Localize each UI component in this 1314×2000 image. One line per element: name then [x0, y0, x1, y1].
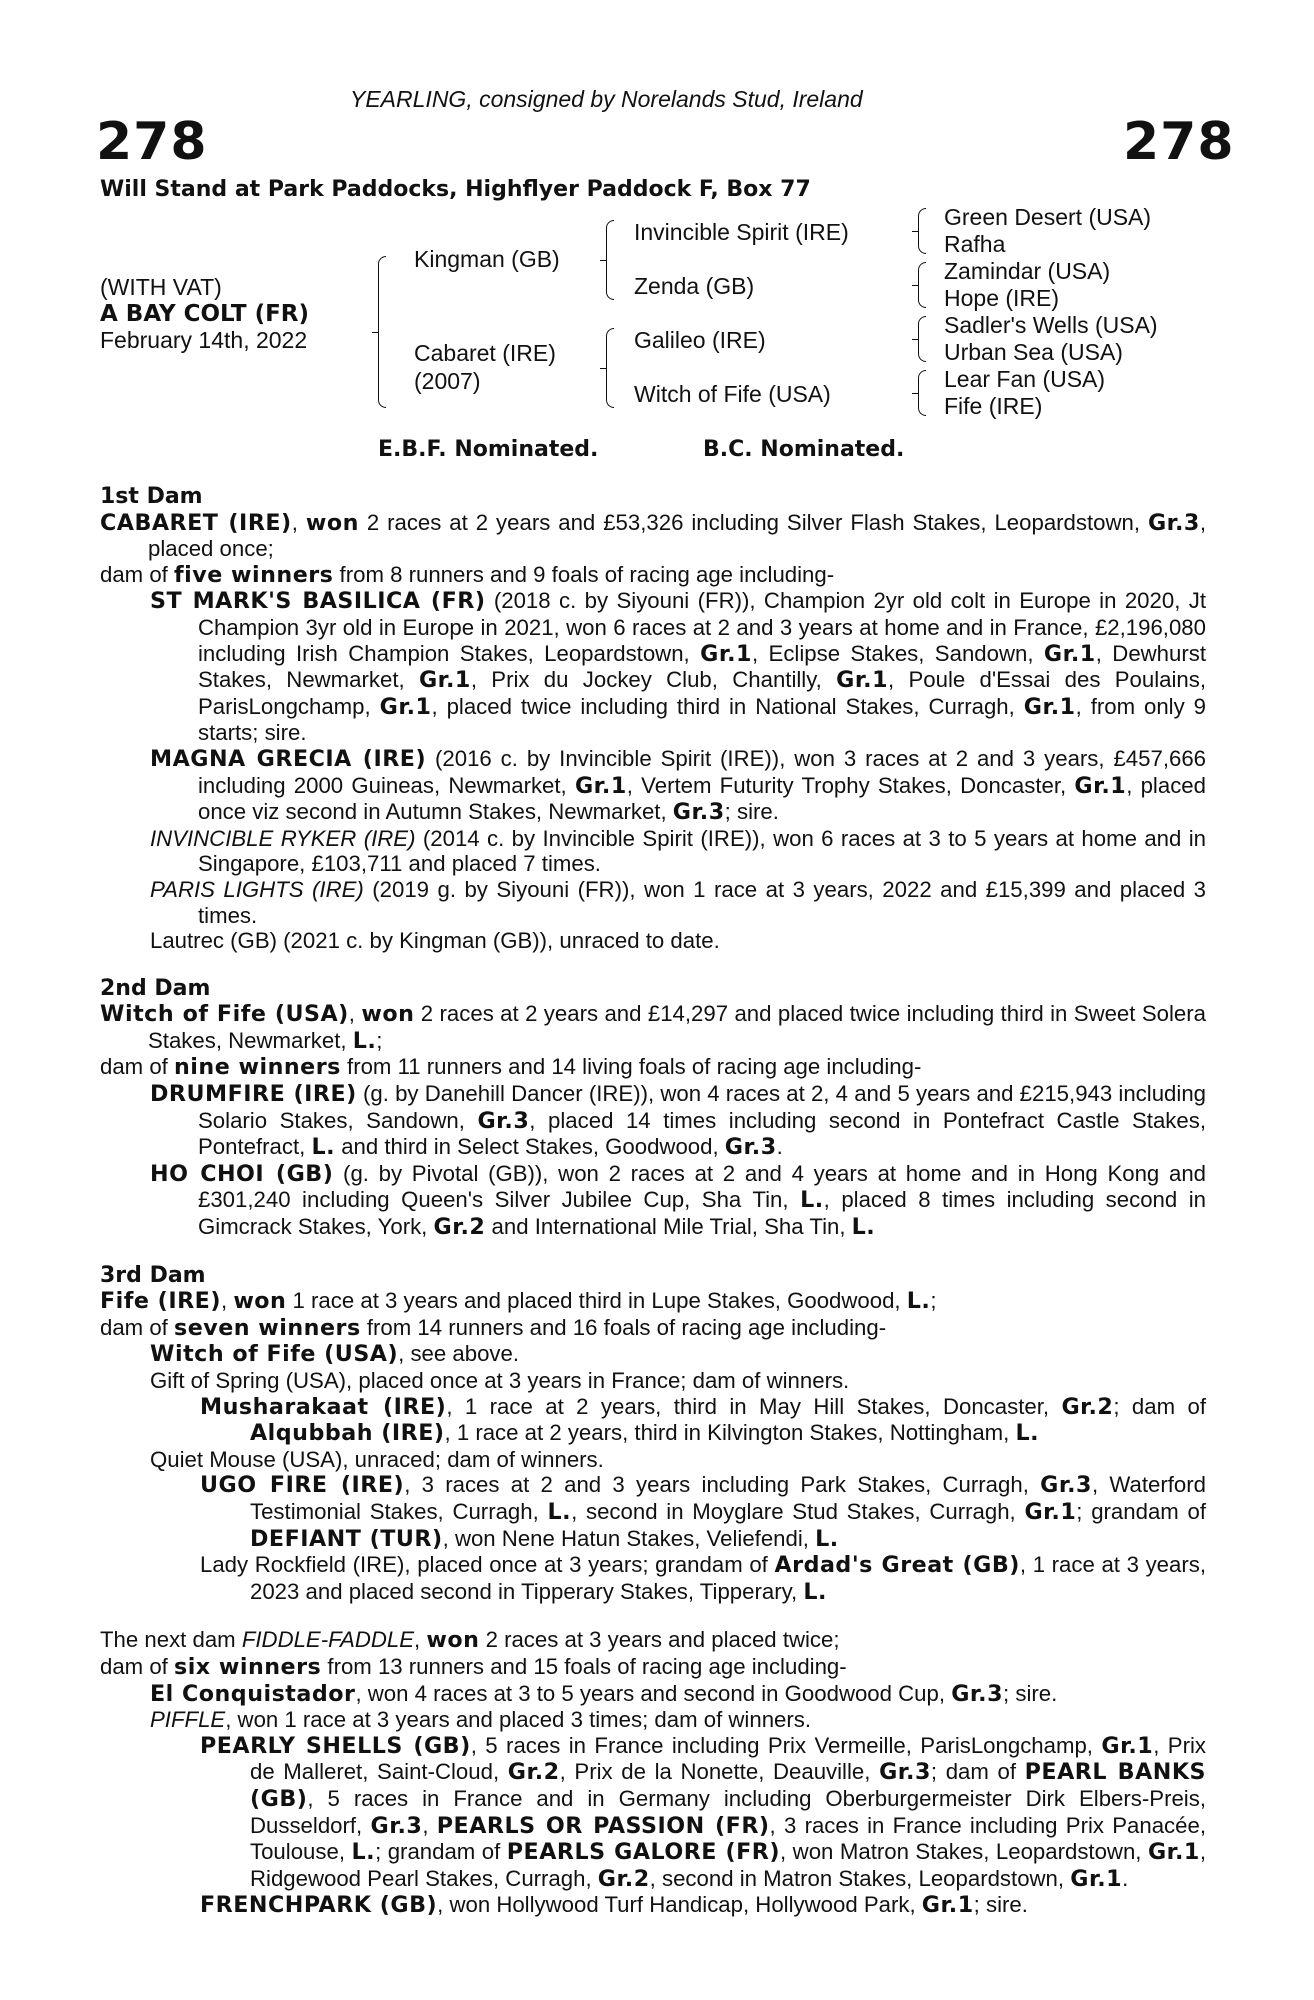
brace-g2 [912, 262, 922, 308]
dam: Cabaret (IRE) [414, 340, 556, 366]
produce-lady-rockfield: Lady Rockfield (IRE), placed once at 3 years; grandam of Ardad's Great (GB), 1 race at 3 years, 2023 and placed second in Tipperary Stakes, Tipperary, L. [200, 1552, 1206, 1605]
ebf-nomination: E.B.F. Nominated. [378, 437, 599, 462]
produce-witch-of-fife: Witch of Fife (USA), see above. [150, 1341, 520, 1368]
produce-paris-lights: PARIS LIGHTS (IRE) (2019 g. by Siyouni (FR)), won 1 race at 3 years, 2022 and £15,399 and placed 3 times. [150, 876, 1206, 928]
produce-el-conquistador: El Conquistador, won 4 races at 3 to 5 years and second in Goodwood Cup, Gr.3; sire. [150, 1680, 1058, 1707]
produce-pearly-shells: PEARLY SHELLS (GB), 5 races in France including Prix Vermeille, ParisLongchamp, Gr.1, Prix de Malleret, Saint-Cloud, Gr.2, Prix de la Nonette, Deauville, Gr.3; dam of PEARL BANKS (GB), 5 races in France and in Germany including Oberburgermeister Dirk Elbers-Preis, Dusseldorf, Gr.3, PEARLS OR PASSION (FR), 3 races in France including Prix Panacée, Toulouse, L.; grandam of PEARLS GALORE (FR), won Matron Stakes, Leopardstown, Gr.1, Ridgewood Pearl Stakes, Curragh, Gr.2, second in Matron Stakes, Leopardstown, Gr.1. [200, 1732, 1207, 1892]
dam-dam: Witch of Fife (USA) [634, 381, 831, 407]
dam-year: (2007) [414, 368, 481, 394]
brace-sire-dam [372, 256, 382, 408]
first-dam-record: CABARET (IRE), won 2 races at 2 years and £53,326 including Silver Flash Stakes, Leopardstown, Gr.3, placed once; [100, 509, 1206, 562]
second-dam-produce: dam of nine winners from 11 runners and 14 living foals of racing age including- [100, 1054, 922, 1081]
horse-name: A BAY COLT (FR) [100, 301, 310, 327]
second-dam-heading: 2nd Dam [100, 975, 211, 1001]
third-dam-produce: dam of seven winners from 14 runners and 16 foals of racing age including- [100, 1314, 887, 1341]
granddam-4: Fife (IRE) [944, 393, 1043, 419]
grandsire-3: Sadler's Wells (USA) [944, 312, 1158, 338]
brace-g4 [912, 370, 922, 416]
produce-piffle: PIFFLE, won 1 race at 3 years and placed 3 times; dam of winners. [150, 1707, 812, 1733]
produce-quiet-mouse: Quiet Mouse (USA), unraced; dam of winners. [150, 1446, 604, 1472]
sire-dam: Zenda (GB) [634, 273, 755, 299]
location-line: Will Stand at Park Paddocks, Highflyer Paddock F, Box 77 [100, 177, 811, 202]
next-dam-produce: dam of six winners from 13 runners and 15 foals of racing age including- [100, 1653, 847, 1680]
granddam-1: Rafha [944, 231, 1006, 257]
produce-st-marks-basilica: ST MARK'S BASILICA (FR) (2018 c. by Siyouni (FR)), Champion 2yr old colt in Europe in 2020, Jt Champion 3yr old in Europe in 2021, won 6 races at 2 and 3 years at home and in France, £2,196,080 including Irish Champion Stakes, Leopardstown, Gr.1, Eclipse Stakes, Sandown, Gr.1, Dewhurst Stakes, Newmarket, Gr.1, Prix du Jockey Club, Chantilly, Gr.1, Poule d'Essai des Poulains, ParisLongchamp, Gr.1, placed twice including third in National Stakes, Curragh, Gr.1, from only 9 starts; sire. [150, 588, 1207, 746]
dam-sire: Galileo (IRE) [634, 327, 766, 353]
produce-musharakaat: Musharakaat (IRE), 1 race at 2 years, third in May Hill Stakes, Doncaster, Gr.2; dam of Alqubbah (IRE), 1 race at 2 years, third in Kilvington Stakes, Nottingham, L. [200, 1393, 1206, 1447]
foaling-date: February 14th, 2022 [100, 327, 308, 353]
bc-nomination: B.C. Nominated. [703, 437, 905, 462]
third-dam-record: Fife (IRE), won 1 race at 3 years and placed third in Lupe Stakes, Goodwood, L.; [100, 1288, 937, 1315]
granddam-3: Urban Sea (USA) [944, 339, 1123, 365]
produce-ugo-fire: UGO FIRE (IRE), 3 races at 2 and 3 years including Park Stakes, Curragh, Gr.3, Waterford Testimonial Stakes, Curragh, L., second in Moyglare Stud Stakes, Curragh, Gr.1; grandam of DEFIANT (TUR), won Nene Hatun Stakes, Veliefendi, L. [200, 1472, 1207, 1552]
first-dam-heading: 1st Dam [100, 484, 203, 509]
sire: Kingman (GB) [414, 246, 560, 272]
brace-dam-parents [600, 328, 610, 408]
brace-g3 [912, 316, 922, 362]
grandsire-2: Zamindar (USA) [944, 258, 1111, 284]
third-dam-heading: 3rd Dam [100, 1262, 206, 1288]
produce-ho-choi: HO CHOI (GB) (g. by Pivotal (GB)), won 2 races at 2 and 4 years at home and in Hong Kong and £301,240 including Queen's Silver Jubilee Cup, Sha Tin, L., placed 8 times including second in Gimcrack Stakes, York, Gr.2 and International Mile Trial, Sha Tin, L. [150, 1160, 1206, 1241]
lot-number-left: 278 [96, 112, 208, 172]
produce-invincible-ryker: INVINCIBLE RYKER (IRE) (2014 c. by Invincible Spirit (IRE)), won 6 races at 3 to 5 years at home and in Singapore, £103,711 and placed 7 times. [150, 825, 1206, 877]
next-dam-record: The next dam FIDDLE-FADDLE, won 2 races at 3 years and placed twice; [100, 1627, 840, 1654]
produce-drumfire: DRUMFIRE (IRE) (g. by Danehill Dancer (IRE)), won 4 races at 2, 4 and 5 years and £215,943 including Solario Stakes, Sandown, Gr.3, placed 14 times including second in Pontefract Castle Stakes, Pontefract, L. and third in Select Stakes, Goodwood, Gr.3. [150, 1081, 1206, 1161]
sire-sire: Invincible Spirit (IRE) [634, 219, 849, 245]
brace-sire-parents [600, 220, 610, 300]
second-dam-record: Witch of Fife (USA), won 2 races at 2 years and £14,297 and placed twice including third in Sweet Solera Stakes, Newmarket, L.; [100, 1001, 1206, 1054]
grandsire-4: Lear Fan (USA) [944, 366, 1106, 392]
first-dam-produce: dam of five winners from 8 runners and 9 foals of racing age including- [100, 561, 835, 588]
produce-lautrec: Lautrec (GB) (2021 c. by Kingman (GB)), unraced to date. [150, 928, 720, 954]
vat-note: (WITH VAT) [100, 274, 222, 300]
granddam-2: Hope (IRE) [944, 285, 1060, 311]
produce-magna-grecia: MAGNA GRECIA (IRE) (2016 c. by Invincible Spirit (IRE)), won 3 races at 2 and 3 years, £457,666 including 2000 Guineas, Newmarket, Gr.1, Vertem Futurity Trophy Stakes, Doncaster, Gr.1, placed once viz second in Autumn Stakes, Newmarket, Gr.3; sire. [150, 745, 1207, 826]
lot-number-right: 278 [1123, 112, 1235, 172]
produce-frenchpark: FRENCHPARK (GB), won Hollywood Turf Handicap, Hollywood Park, Gr.1; sire. [200, 1892, 1028, 1919]
produce-record [100, 484, 1206, 1919]
grandsire-1: Green Desert (USA) [944, 204, 1152, 230]
brace-g1 [912, 208, 922, 254]
produce-gift-of-spring: Gift of Spring (USA), placed once at 3 years in France; dam of winners. [150, 1368, 850, 1393]
consignment-line: YEARLING, consigned by Norelands Stud, Ireland [350, 86, 863, 112]
